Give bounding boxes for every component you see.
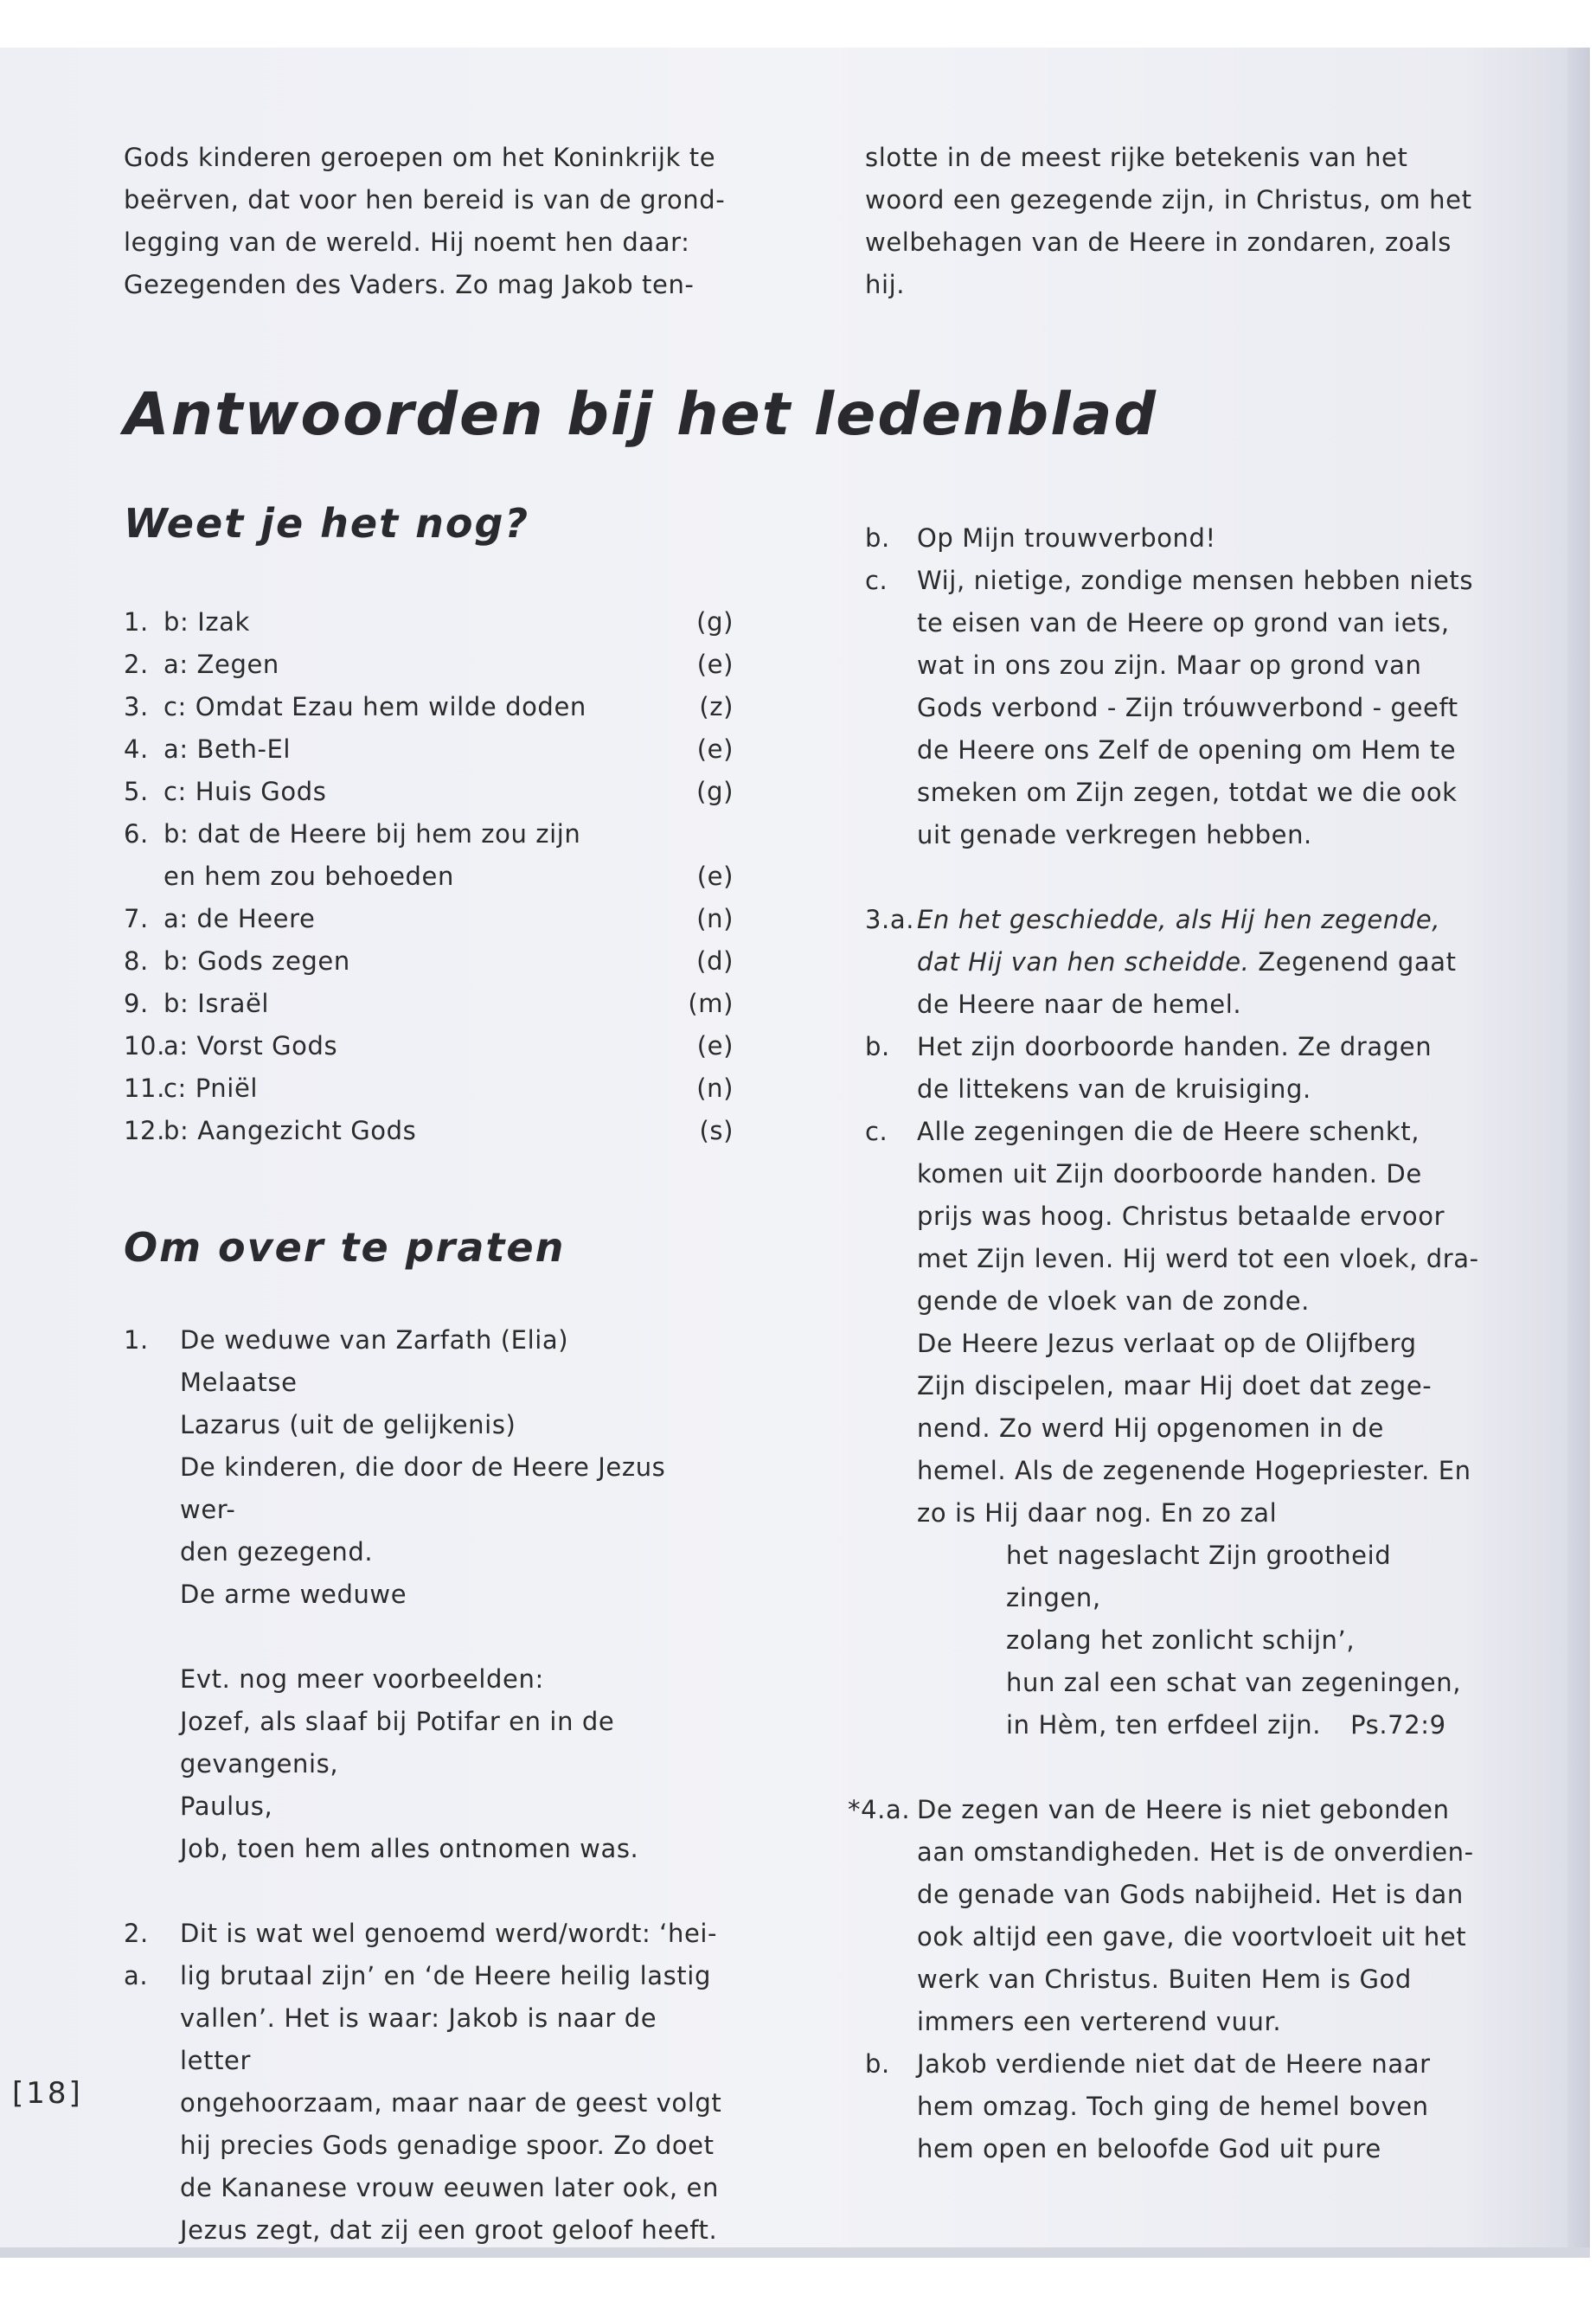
text-line: woord een gezegende zijn, in Christus, om het xyxy=(865,185,1472,215)
answer-4b xyxy=(865,2043,1488,2170)
answer-row: 2. a: Zegen (e) xyxy=(124,650,734,679)
poem-line: zolang het zonlicht schijn’, xyxy=(1006,1625,1356,1655)
text-line: de Kananese vrouw eeuwen later ook, en xyxy=(180,2173,719,2202)
intro-left xyxy=(124,137,729,306)
text-line: Wij, nietige, zondige mensen hebben niets xyxy=(917,566,1474,595)
text-line: aan omstandigheden. Het is de onverdien- xyxy=(917,1837,1474,1867)
text-line: den gezegend. xyxy=(180,1537,374,1567)
text-line: hem open en beloofde God uit pure xyxy=(917,2134,1381,2163)
text-line: wat in ons zou zijn. Maar op grond van xyxy=(917,651,1422,680)
question-1 xyxy=(124,1319,729,1616)
text-line: De weduwe van Zarfath (Elia) xyxy=(180,1325,569,1355)
answer-row: 7. a: de Heere (n) xyxy=(124,904,734,933)
text-line: De arme weduwe xyxy=(180,1580,407,1609)
text-line: beërven, dat voor hen bereid is van de grond- xyxy=(124,185,726,215)
text-line: Paulus, xyxy=(180,1791,273,1821)
text-line: zo is Hij daar nog. En zo zal xyxy=(917,1498,1278,1528)
answer-label: c. xyxy=(865,566,888,595)
text-line: nend. Zo werd Hij opgenomen in de xyxy=(917,1413,1384,1443)
text-line: ook altijd een gave, die voortvloeit uit het xyxy=(917,1922,1467,1952)
answer-row: 4. a: Beth-El (e) xyxy=(124,734,734,764)
answer-row: 6. b: dat de Heere bij hem zou zijn xyxy=(124,819,581,849)
text-line: hij. xyxy=(865,270,906,299)
poem-line: het nageslacht Zijn grootheid zingen, xyxy=(1006,1541,1392,1612)
answer-label: b. xyxy=(865,523,890,553)
text-line: hem omzag. Toch ging de hemel boven xyxy=(917,2092,1429,2121)
section-title-weet: Weet je het nog? xyxy=(124,500,530,547)
text-line: Gezegenden des Vaders. Zo mag Jakob ten- xyxy=(124,270,695,299)
text-line: Zijn discipelen, maar Hij doet dat zege- xyxy=(917,1371,1433,1400)
answer-3c xyxy=(865,1111,1488,1747)
answer-3b xyxy=(865,1026,1488,1111)
intro-right xyxy=(865,137,1488,306)
answer-row: 5. c: Huis Gods (g) xyxy=(124,777,734,806)
text-line: de littekens van de kruisiging. xyxy=(917,1074,1311,1104)
text-line: hij precies Gods genadige spoor. Zo doet xyxy=(180,2131,715,2160)
answer-label: b. xyxy=(865,1032,890,1061)
text-line: Evt. nog meer voorbeelden: xyxy=(180,1664,544,1694)
text-line: gende de vloek van de zonde. xyxy=(917,1286,1310,1316)
text-line: Jakob verdiende niet dat de Heere naar xyxy=(917,2049,1431,2079)
text-line: welbehagen van de Heere in zondaren, zoals xyxy=(865,228,1452,257)
text-line: te eisen van de Heere op grond van iets, xyxy=(917,608,1450,638)
text-line: werk van Christus. Buiten Hem is God xyxy=(917,1965,1412,1994)
text-line: de Heere naar de hemel. xyxy=(917,990,1242,1019)
text-line: met Zijn leven. Hij werd tot een vloek, dra- xyxy=(917,1244,1479,1273)
text-line: ongehoorzaam, maar naar de geest volgt xyxy=(180,2088,722,2118)
question-number: 1. xyxy=(124,1325,149,1355)
text-line: Melaatse xyxy=(180,1368,298,1397)
answer-row: 12. b: Aangezicht Gods (s) xyxy=(124,1116,734,1145)
answer-row: 10. a: Vorst Gods (e) xyxy=(124,1031,734,1061)
text-line: slotte in de meest rijke betekenis van het xyxy=(865,143,1408,172)
text-line: uit genade verkregen hebben. xyxy=(917,820,1312,849)
text-line: De kinderen, die door de Heere Jezus wer- xyxy=(180,1452,666,1524)
answer-row: 9. b: Israël (m) xyxy=(124,989,734,1018)
text-line: Alle zegeningen die de Heere schenkt, xyxy=(917,1117,1420,1146)
text-line: Job, toen hem alles ontnomen was. xyxy=(180,1834,639,1863)
answer-2b xyxy=(865,517,1488,560)
answer-row: 11. c: Pniël (n) xyxy=(124,1074,734,1103)
text-line xyxy=(917,899,1488,941)
answer-row: 3. c: Omdat Ezau hem wilde doden (z) xyxy=(124,692,734,721)
text-line: vallen’. Het is waar: Jakob is naar de letter xyxy=(180,2003,657,2075)
text-line: prijs was hoog. Christus betaalde ervoor xyxy=(917,1202,1445,1231)
text-line: Lazarus (uit de gelijkenis) xyxy=(180,1410,516,1439)
answer-label: b. xyxy=(865,2049,890,2079)
extra-examples xyxy=(124,1658,729,1870)
text-line: de genade van Gods nabijheid. Het is dan xyxy=(917,1880,1464,1909)
scripture-quote: En het geschiedde, als Hij hen zegende, xyxy=(917,905,1441,934)
answer-4a xyxy=(848,1789,1488,2043)
psalm-reference: Ps.72:9 xyxy=(1350,1710,1446,1740)
right-column xyxy=(848,517,1488,2170)
psalm-quote xyxy=(917,1535,1488,1747)
text-line: Op Mijn trouwverbond! xyxy=(917,523,1216,553)
poem-line: hun zal een schat van zegeningen, xyxy=(1006,1668,1462,1697)
answer-row: 8. b: Gods zegen (d) xyxy=(124,946,734,976)
text-line: Het zijn doorboorde handen. Ze dragen xyxy=(917,1032,1433,1061)
text-line: Gods kinderen geroepen om het Koninkrijk te xyxy=(124,143,716,172)
page-number: [18] xyxy=(12,2076,83,2111)
answer-label: *4.a. xyxy=(848,1795,911,1824)
text-line: De Heere Jezus verlaat op de Olijfberg xyxy=(917,1329,1417,1358)
scripture-quote: dat Hij van hen scheidde. xyxy=(917,947,1250,977)
answer-label: 3.a. xyxy=(865,905,915,934)
answer-2c xyxy=(865,560,1488,856)
question-2a xyxy=(124,1913,729,2252)
text-line: lig brutaal zijn’ en ‘de Heere heilig lastig xyxy=(180,1961,711,1990)
text-line: hemel. Als de zegenende Hogepriester. En xyxy=(917,1456,1471,1485)
discussion-answers xyxy=(124,1319,729,2252)
answer-list xyxy=(124,601,734,1152)
text-line: Gods verbond - Zijn tróuwverbond - geeft xyxy=(917,693,1458,722)
answer-row: en hem zou behoeden (e) xyxy=(163,862,734,891)
text-line: de Heere ons Zelf de opening om Hem te xyxy=(917,735,1457,765)
text-line: De zegen van de Heere is niet gebonden xyxy=(917,1795,1450,1824)
text-line: Jozef, als slaaf bij Potifar en in de gevangenis, xyxy=(180,1707,615,1779)
answer-row: 1. b: Izak (g) xyxy=(124,607,734,637)
main-title: Antwoorden bij het ledenblad xyxy=(124,381,1158,449)
text-line: smeken om Zijn zegen, totdat we die ook xyxy=(917,778,1458,807)
section-title-praten: Om over te praten xyxy=(124,1224,566,1271)
text-line: komen uit Zijn doorboorde handen. De xyxy=(917,1159,1422,1189)
page-edge xyxy=(1567,48,1590,2258)
poem-line: in Hèm, ten erfdeel zijn. Ps.72:9 xyxy=(1006,1710,1446,1740)
text-line: dat Hij van hen scheidde. Zegenend gaat xyxy=(917,947,1457,977)
text-line: Dit is wat wel genoemd werd/wordt: ‘hei- xyxy=(180,1919,718,1948)
text-line: immers een verterend vuur. xyxy=(917,2007,1282,2036)
question-number: 2. a. xyxy=(124,1919,149,1990)
answer-label: c. xyxy=(865,1117,888,1146)
text-line: Jezus zegt, dat zij een groot geloof heeft. xyxy=(180,2215,718,2245)
answer-3a xyxy=(865,899,1488,1026)
text-line: legging van de wereld. Hij noemt hen daar: xyxy=(124,228,690,257)
